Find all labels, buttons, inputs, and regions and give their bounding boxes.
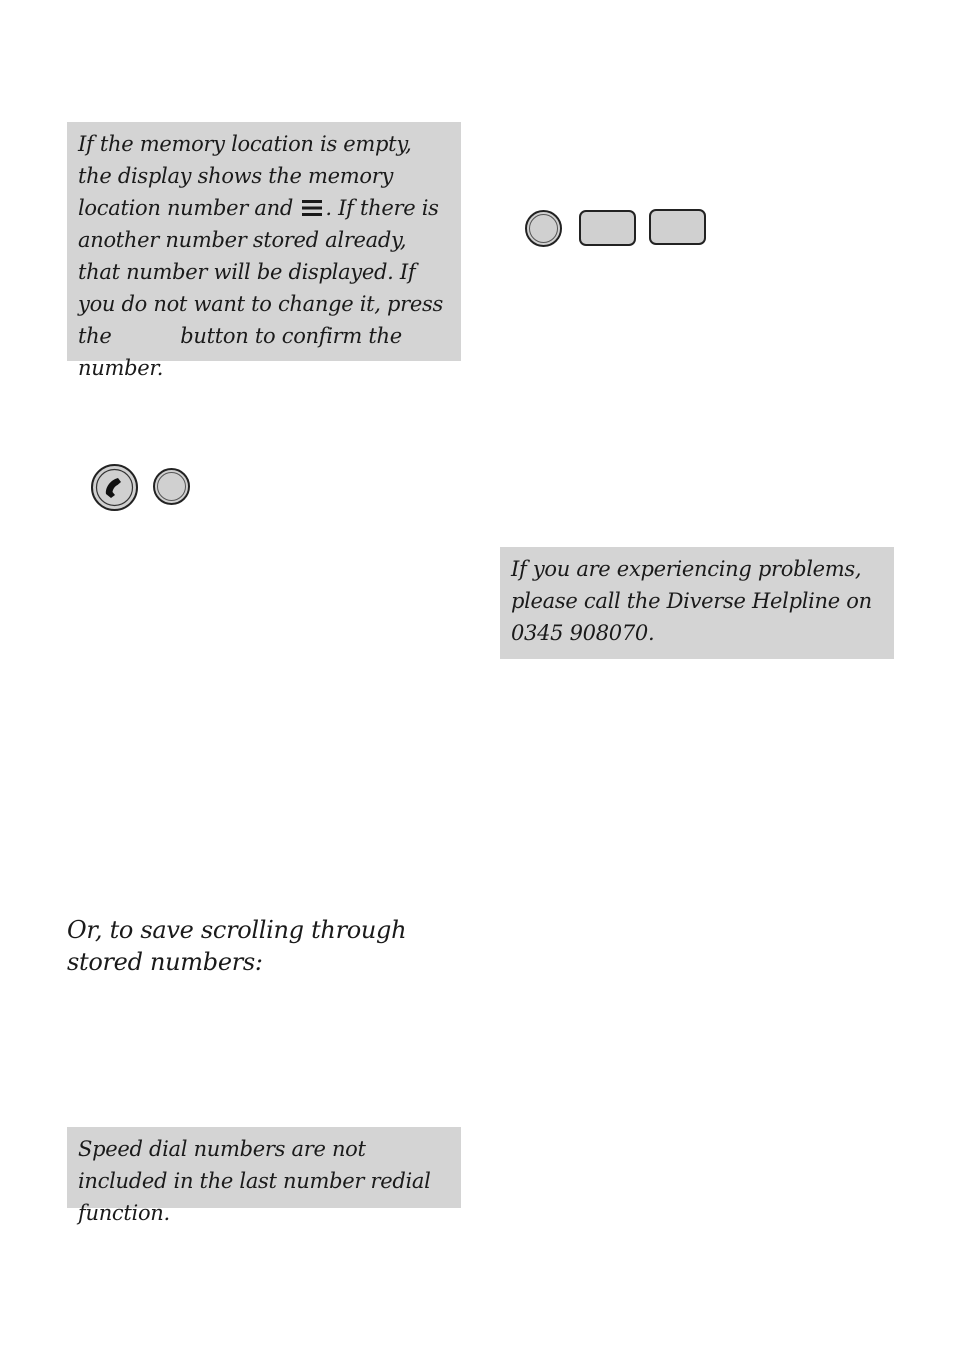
memory-empty-note [67, 122, 461, 380]
speed-dial-note: Speed dial numbers are not included in the last number redial function. [67, 1127, 461, 1208]
memory-note-text-1: If the memory location is empty, the display shows the memory location number and [78, 132, 412, 220]
rect-button-icon [649, 209, 706, 245]
memory-note-text-2: . If there is another number stored already, that number will be displayed. If you do not want to change it, press the [78, 196, 443, 348]
handset-icon [91, 464, 138, 511]
scroll-shortcut-heading: Or, to save scrolling through stored numbers: [67, 916, 407, 976]
helpline-text: If you are experiencing problems, please call the Diverse Helpline on [511, 557, 872, 613]
round-button-icon [153, 468, 190, 505]
menu-lines-icon [302, 199, 322, 217]
helpline-note [500, 547, 894, 659]
memory-note-text-3: button to confirm the number. [78, 324, 402, 380]
helpline-number: 0345 908070. [511, 621, 655, 645]
round-button-icon [525, 210, 562, 247]
rect-button-icon [579, 210, 636, 246]
